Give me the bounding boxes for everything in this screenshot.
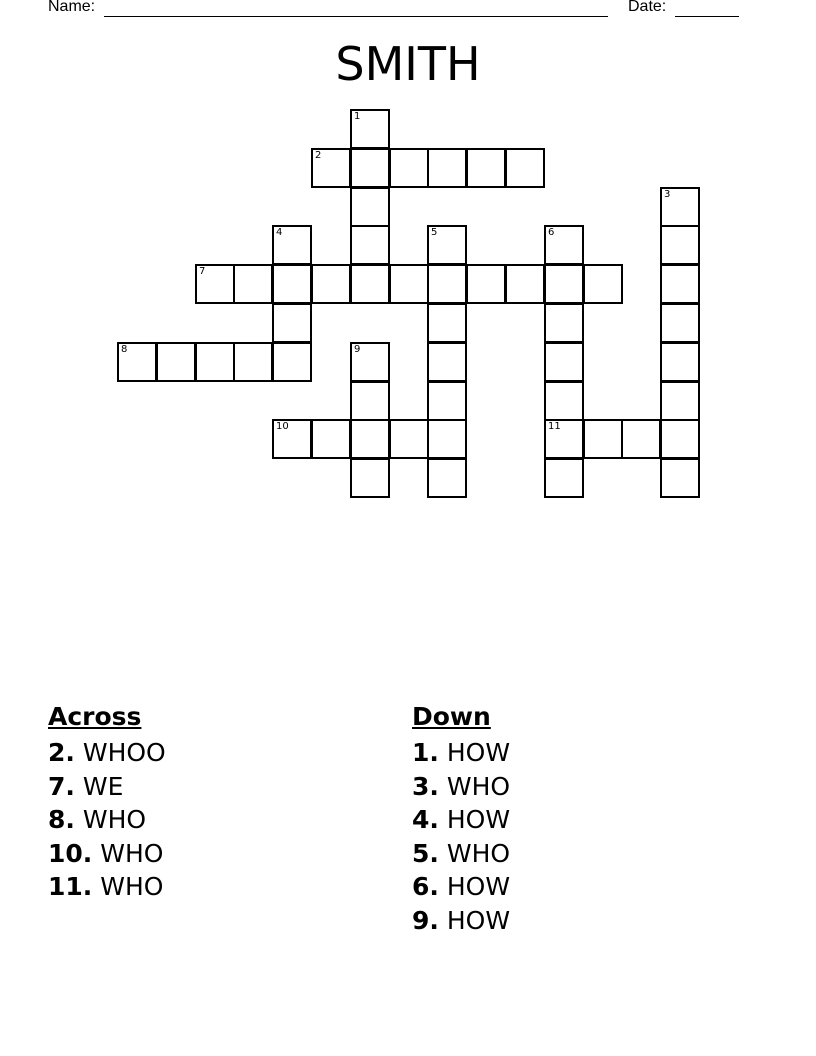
clue-number: 3. — [412, 771, 439, 801]
clue-text: HOW — [446, 805, 511, 834]
down-clue — [412, 736, 510, 770]
clue-text: HOW — [446, 872, 511, 901]
cell-number: 8 — [121, 344, 128, 355]
clue-number: 9. — [412, 905, 439, 935]
grid-cell[interactable] — [505, 264, 545, 304]
clue-number: 11. — [48, 872, 93, 901]
down-clue — [412, 870, 510, 904]
grid-cell[interactable] — [350, 148, 390, 188]
grid-cell[interactable] — [350, 225, 390, 265]
grid-cell[interactable] — [427, 303, 467, 343]
across-clue — [48, 736, 166, 770]
clue-number: 8. — [48, 805, 75, 834]
across-clue-list — [48, 736, 166, 904]
clue-text: WHOO — [82, 738, 166, 767]
grid-cell[interactable] — [466, 264, 506, 304]
grid-cell[interactable] — [233, 264, 273, 304]
across-clue — [48, 837, 166, 871]
grid-cell[interactable] — [427, 148, 467, 188]
across-clue — [48, 870, 166, 904]
cell-number: 11 — [548, 421, 561, 432]
name-field-line[interactable] — [104, 16, 608, 17]
grid-cell[interactable] — [583, 264, 623, 304]
grid-cell[interactable] — [350, 458, 390, 498]
grid-cell[interactable] — [350, 342, 390, 382]
name-label: Name: — [48, 0, 96, 15]
header — [0, 0, 816, 20]
grid-cell[interactable] — [311, 148, 351, 188]
down-clues — [412, 700, 510, 937]
grid-cell[interactable] — [272, 419, 312, 459]
grid-cell[interactable] — [544, 303, 584, 343]
grid-cell[interactable] — [427, 342, 467, 382]
clue-text: WHO — [100, 872, 164, 901]
grid-cell[interactable] — [427, 381, 467, 421]
grid-cell[interactable] — [272, 225, 312, 265]
grid-cell[interactable] — [505, 148, 545, 188]
grid-cell[interactable] — [272, 342, 312, 382]
grid-cell[interactable] — [660, 458, 700, 498]
down-clue — [412, 904, 510, 938]
page-title: SMITH — [335, 37, 481, 91]
clue-text: WHO — [100, 838, 164, 868]
grid-cell[interactable] — [389, 264, 429, 304]
grid-cell[interactable] — [233, 342, 273, 382]
across-clues — [48, 700, 166, 904]
cell-number: 10 — [276, 421, 289, 432]
grid-cell[interactable] — [427, 419, 467, 459]
grid-cell[interactable] — [311, 264, 351, 304]
grid-cell[interactable] — [427, 458, 467, 498]
cell-number: 5 — [431, 227, 438, 238]
clue-number: 6. — [412, 872, 439, 901]
clue-number: 1. — [412, 738, 439, 767]
grid-cell[interactable] — [621, 419, 661, 459]
clue-number: 7. — [48, 771, 75, 801]
down-clue — [412, 770, 510, 804]
grid-cell[interactable] — [195, 342, 235, 382]
clue-text: HOW — [446, 738, 511, 767]
clue-text: HOW — [446, 905, 511, 935]
grid-cell[interactable] — [544, 342, 584, 382]
date-label: Date: — [628, 0, 667, 15]
cell-number: 6 — [548, 227, 555, 238]
grid-cell[interactable] — [583, 419, 623, 459]
date-field-line[interactable] — [675, 16, 739, 17]
grid-cell[interactable] — [544, 264, 584, 304]
cell-number: 2 — [315, 150, 322, 161]
cell-number: 4 — [276, 227, 283, 238]
grid-cell[interactable] — [311, 419, 351, 459]
grid-cell[interactable] — [660, 419, 700, 459]
down-clue — [412, 803, 510, 837]
grid-cell[interactable] — [427, 264, 467, 304]
cell-number: 3 — [664, 189, 671, 200]
grid-cell[interactable] — [544, 458, 584, 498]
across-clue — [48, 803, 166, 837]
clue-text: WE — [82, 771, 124, 801]
grid-cell[interactable] — [350, 264, 390, 304]
grid-cell[interactable] — [544, 381, 584, 421]
grid-cell[interactable] — [350, 187, 390, 227]
grid-cell[interactable] — [350, 419, 390, 459]
grid-cell[interactable] — [350, 381, 390, 421]
down-heading: Down — [412, 702, 491, 731]
grid-cell[interactable] — [544, 225, 584, 265]
clue-number: 5. — [412, 838, 439, 868]
across-clue — [48, 770, 166, 804]
grid-cell[interactable] — [350, 109, 390, 149]
across-heading: Across — [48, 702, 142, 731]
clue-text: WHO — [446, 838, 511, 868]
grid-cell[interactable] — [389, 148, 429, 188]
clue-text: WHO — [82, 805, 147, 834]
clue-number: 4. — [412, 805, 439, 834]
grid-cell[interactable] — [660, 264, 700, 304]
grid-cell[interactable] — [466, 148, 506, 188]
grid-cell[interactable] — [660, 381, 700, 421]
grid-cell[interactable] — [117, 342, 157, 382]
clue-number: 2. — [48, 738, 75, 767]
cell-number: 9 — [354, 344, 361, 355]
grid-cell[interactable] — [272, 264, 312, 304]
clue-number: 10. — [48, 838, 93, 868]
cell-number: 1 — [354, 111, 361, 122]
grid-cell[interactable] — [272, 303, 312, 343]
grid-cell[interactable] — [660, 225, 700, 265]
grid-cell[interactable] — [544, 419, 584, 459]
down-clue — [412, 837, 510, 871]
grid-cell[interactable] — [389, 419, 429, 459]
clue-text: WHO — [446, 771, 511, 801]
grid-cell[interactable] — [195, 264, 235, 304]
grid-cell[interactable] — [427, 225, 467, 265]
down-clue-list — [412, 736, 510, 937]
grid-cell[interactable] — [156, 342, 196, 382]
grid-cell[interactable] — [660, 303, 700, 343]
cell-number: 7 — [199, 266, 206, 277]
grid-cell[interactable] — [660, 342, 700, 382]
grid-cell[interactable] — [660, 187, 700, 227]
